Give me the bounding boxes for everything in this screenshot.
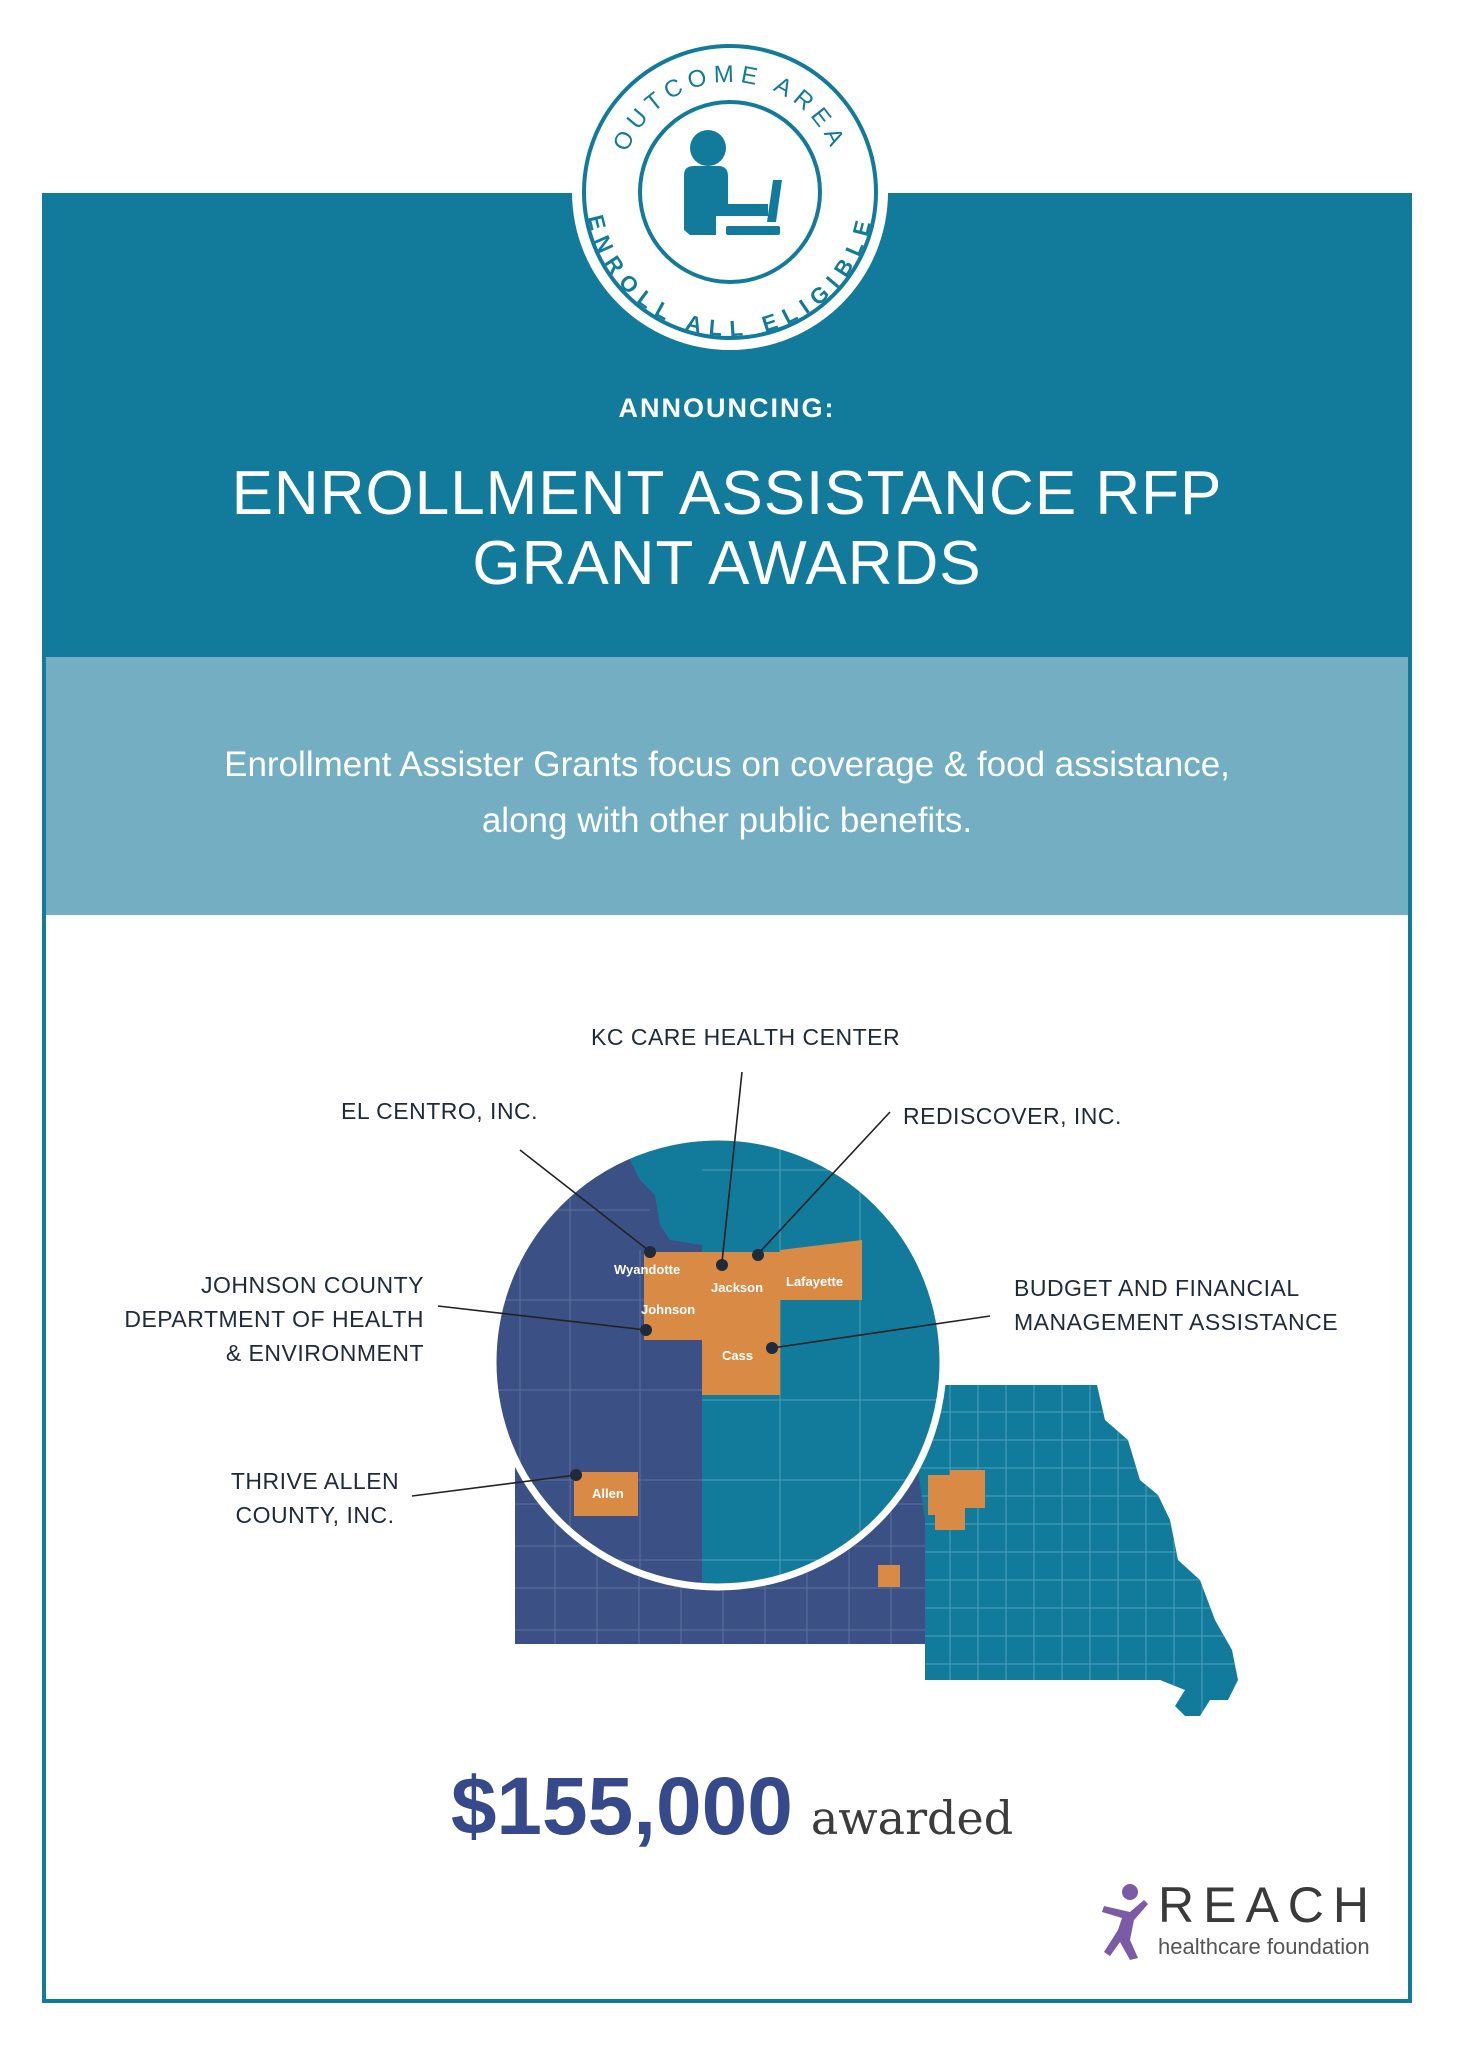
- county-label-cass: Cass: [722, 1348, 754, 1363]
- grantee-johnson-county-line-1: JOHNSON COUNTY: [201, 1272, 424, 1298]
- grantee-budget-financial: [1014, 1271, 1338, 1339]
- badge-bottom-text: ENROLL ALL ELIGIBLE: [582, 212, 878, 342]
- grantee-kc-care: KC CARE HEALTH CENTER: [591, 1024, 901, 1050]
- description-line-1: Enrollment Assister Grants focus on coverage & food assistance,: [224, 745, 1230, 784]
- lafayette-county: [780, 1240, 862, 1300]
- award-total: [0, 1760, 1464, 1854]
- award-amount: $155,000: [450, 1761, 793, 1852]
- county-label-johnson: Johnson: [641, 1302, 696, 1317]
- badge-top-text: OUTCOME AREA: [607, 60, 853, 156]
- announcing-label: ANNOUNCING:: [618, 393, 836, 423]
- title-line-1: ENROLLMENT ASSISTANCE RFP: [231, 459, 1223, 528]
- reach-logo: [1100, 1877, 1380, 1962]
- grantee-budget-line-1: BUDGET AND FINANCIAL: [1014, 1275, 1300, 1301]
- jackson-county-small-highlight: [928, 1475, 950, 1515]
- reach-tagline: healthcare foundation: [1158, 1934, 1370, 1959]
- county-label-jackson: Jackson: [711, 1280, 764, 1295]
- grantee-thrive-allen: [230, 1464, 400, 1532]
- grantee-johnson-county-line-2: DEPARTMENT OF HEALTH: [124, 1306, 424, 1332]
- grantee-johnson-county: [120, 1268, 424, 1370]
- county-label-lafayette: Lafayette: [786, 1274, 844, 1289]
- grantee-thrive-line-1: THRIVE ALLEN: [230, 1468, 400, 1494]
- county-label-allen: Allen: [592, 1486, 624, 1501]
- grantee-rediscover: REDISCOVER, INC.: [903, 1103, 1122, 1129]
- description-line-2: along with other public benefits.: [481, 801, 973, 840]
- reach-wordmark: REACH: [1158, 1877, 1379, 1933]
- title-line-2: GRANT AWARDS: [472, 529, 982, 598]
- grantee-budget-line-2: MANAGEMENT ASSISTANCE: [1014, 1309, 1339, 1335]
- award-label: awarded: [810, 1791, 1014, 1845]
- grantee-el-centro: EL CENTRO, INC.: [341, 1098, 539, 1124]
- missouri-state: [900, 1380, 1250, 1720]
- grantee-thrive-line-2: COUNTY, INC.: [235, 1502, 395, 1528]
- reach-figure-icon: [1100, 1882, 1152, 1962]
- kansas-county-small-highlight: [878, 1565, 900, 1587]
- county-label-wyandotte: Wyandotte: [614, 1262, 681, 1277]
- grantee-johnson-county-line-3: & ENVIRONMENT: [225, 1340, 424, 1366]
